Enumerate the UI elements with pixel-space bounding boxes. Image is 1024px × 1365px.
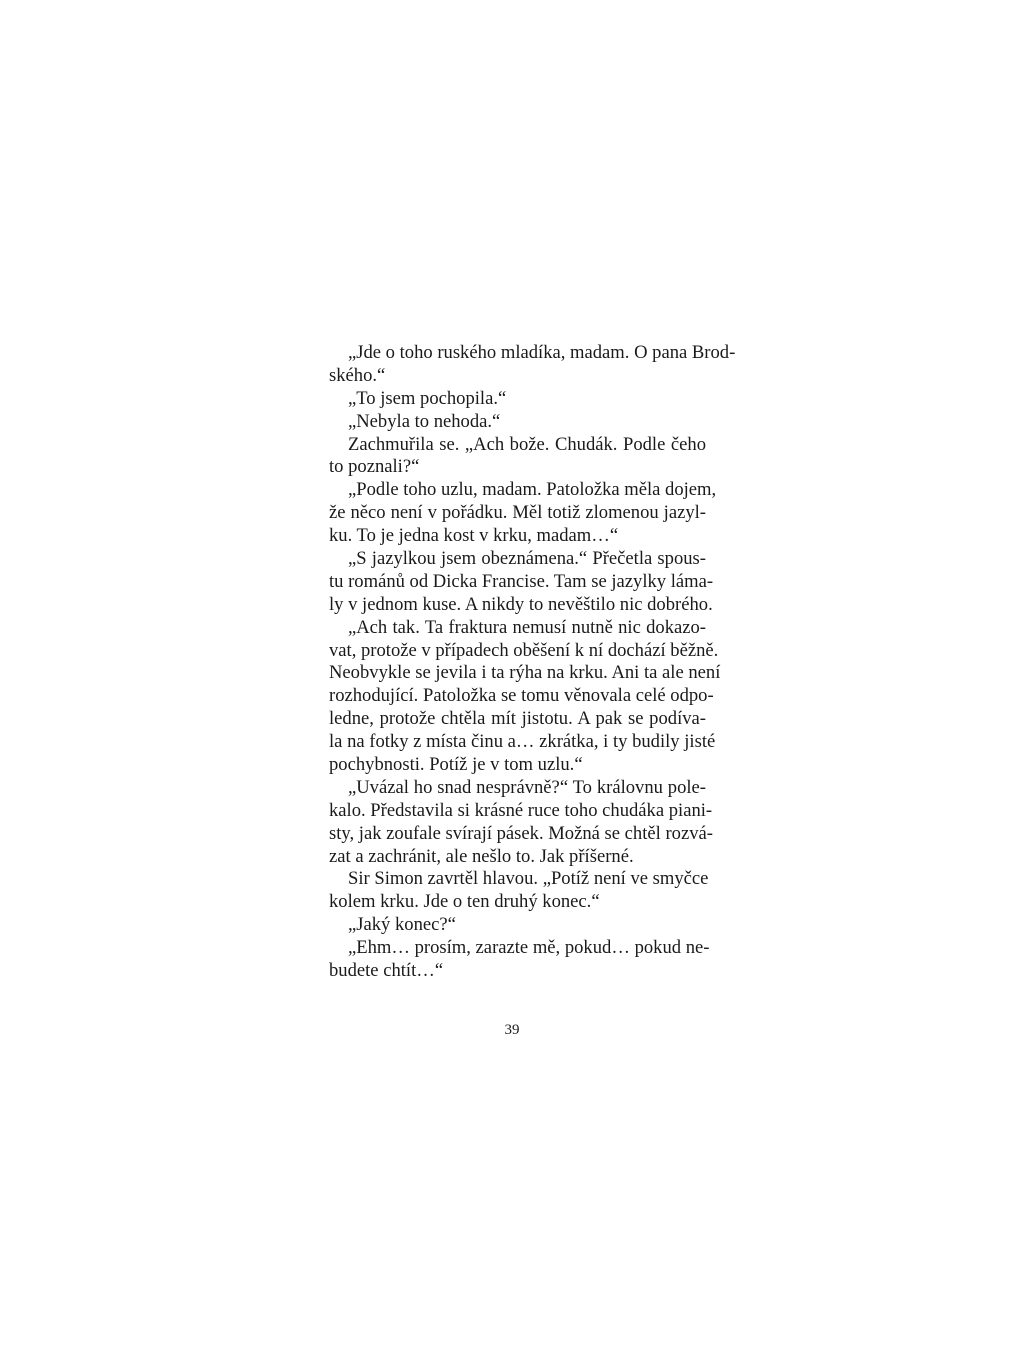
text-line: „Ehm… prosím, zarazte mě, pokud… pokud ne-: [348, 937, 710, 959]
text-line: tu románů od Dicka Francise. Tam se jazylky láma-: [329, 570, 714, 592]
text-line: „Jde o toho ruského mladíka, madam. O pana Brod-: [348, 342, 736, 363]
text-line: to poznali?“: [329, 456, 420, 478]
text-line: rozhodující. Patoložka se tomu věnovala celé odpo-: [329, 685, 714, 707]
text-line: zat a zachránit, ale nešlo to. Jak příšerné.: [329, 845, 634, 867]
text-line: budete chtít…“: [329, 960, 444, 982]
page-body-text: [329, 342, 736, 983]
text-line: ku. To je jedna kost v krku, madam…“: [329, 525, 619, 547]
text-line: ly v jednom kuse. A nikdy to nevěštilo nic dobrého.: [329, 593, 713, 615]
text-line: „Uvázal ho snad nesprávně?“ To královnu pole-: [348, 776, 706, 798]
text-line: že něco není v pořádku. Měl totiž zlomenou jazyl-: [329, 502, 706, 524]
text-line: pochybnosti. Potíž je v tom uzlu.“: [329, 754, 583, 776]
text-line: la na fotky z místa činu a… zkrátka, i ty budily jisté: [329, 731, 716, 753]
text-line: ského.“: [329, 364, 386, 386]
text-line: Neobvykle se jevila i ta rýha na krku. Ani ta ale není: [329, 662, 721, 684]
text-line: ledne, protože chtěla mít jistotu. A pak se podíva-: [329, 708, 706, 730]
text-line: „Podle toho uzlu, madam. Patoložka měla dojem,: [348, 479, 717, 501]
text-line: „Jaký konec?“: [348, 914, 456, 936]
text-line: „To jsem pochopila.“: [348, 387, 507, 409]
text-line: vat, protože v případech oběšení k ní dochází běžně.: [329, 639, 719, 661]
text-line: kolem krku. Jde o ten druhý konec.“: [329, 891, 600, 913]
text-line: „S jazylkou jsem obeznámena.“ Přečetla spous-: [348, 548, 706, 570]
text-line: Zachmuřila se. „Ach bože. Chudák. Podle čeho: [348, 433, 706, 455]
text-line: „Ach tak. Ta fraktura nemusí nutně nic dokazo-: [348, 616, 706, 638]
text-line: kalo. Představila si krásné ruce toho chudáka piani-: [329, 799, 713, 821]
text-line: sty, jak zoufale svírají pásek. Možná se chtěl rozvá-: [329, 822, 713, 844]
text-line: „Nebyla to nehoda.“: [348, 410, 501, 432]
page-number: 39: [504, 1022, 520, 1038]
text-line: Sir Simon zavrtěl hlavou. „Potíž není ve smyčce: [348, 868, 709, 890]
